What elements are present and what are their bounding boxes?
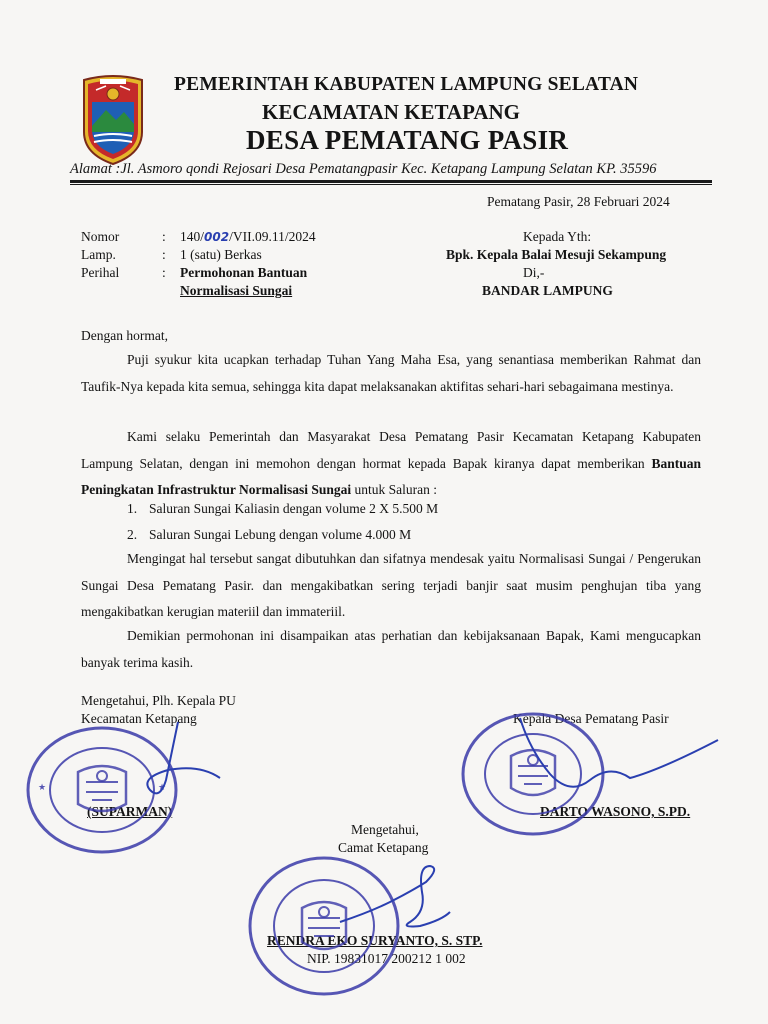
- paragraph-3: Mengingat hal tersebut sangat dibutuhkan dan sifatnya mendesak yaitu Normalisasi Sungai / Pengerukan Sungai Desa Pematang Pasir. dan mengakibatkan sering terjadi banjir saat musim penghujan tiba yang mengakibatkan kerugian materiil dan immateriil.: [81, 551, 701, 619]
- center-signature-scribble: [330, 862, 460, 942]
- list-item-1-num: 1.: [127, 501, 138, 516]
- right-signature-scribble: [500, 700, 730, 810]
- address-line: Alamat :Jl. Asmoro qondi Rejosari Desa Pematangpasir Kec. Ketapang Lampung Selatan KP. 35596: [70, 161, 657, 177]
- list-item-2-text: Saluran Sungai Lebung dengan volume 4.000 M: [149, 527, 412, 542]
- header-rule-thick: [70, 180, 712, 183]
- paragraph-1: Puji syukur kita ucapkan terhadap Tuhan Yang Maha Esa, yang senantiasa memberikan Rahmat dan Taufik-Nya kepada kita semua, sehingga kita dapat melaksanakan aktifitas sehari-hari sebagaimana mestinya.: [81, 352, 701, 394]
- paragraph-2: Kami selaku Pemerintah dan Masyarakat Desa Pematang Pasir Kecamatan Ketapang Kabupaten Lampung Selatan, dengan ini memohon dengan hormat kepada Bapak kiranya dapat memberikan Bantuan Peningkatan Infrastruktur Normalisasi Sungai untuk Saluran :: [81, 429, 701, 497]
- center-sign-title-2: Camat Ketapang: [338, 840, 429, 855]
- nomor-colon: :: [162, 229, 166, 244]
- header-rule-thin: [70, 184, 712, 185]
- svg-text:★: ★: [38, 783, 47, 793]
- center-sign-nip: NIP. 19831017 200212 1 002: [307, 951, 466, 966]
- perihal-colon: :: [162, 265, 166, 280]
- right-sign-name: DARTO WASONO, S.PD.: [540, 804, 691, 819]
- header-line-3: DESA PEMATANG PASIR: [246, 125, 569, 155]
- header-line-2: KECAMATAN KETAPANG: [262, 100, 521, 124]
- list-item-2-num: 2.: [127, 527, 138, 542]
- nomor-handwritten: 002: [204, 230, 230, 244]
- recipient-di: Di,-: [523, 265, 545, 280]
- list-item-1-text: Saluran Sungai Kaliasin dengan volume 2 X 5.500 M: [149, 501, 439, 516]
- paragraph-4: Demikian permohonan ini disampaikan atas perhatian dan kebijaksanaan Bapak, Kami mengucapkan banyak terima kasih.: [81, 628, 701, 670]
- center-sign-title-1: Mengetahui,: [351, 822, 419, 837]
- perihal-line-2: Normalisasi Sungai: [180, 283, 293, 298]
- perihal-label: Perihal: [81, 265, 120, 280]
- svg-text:★: ★: [158, 783, 167, 793]
- nomor-label: Nomor: [81, 229, 120, 244]
- left-sign-title-1: Mengetahui, Plh. Kepala PU: [81, 693, 236, 708]
- center-sign-name: RENDRA EKO SURYANTO, S. STP.: [267, 933, 483, 948]
- left-signature-scribble: [110, 720, 230, 820]
- lamp-value: 1 (satu) Berkas: [180, 247, 262, 262]
- header-line-1: PEMERINTAH KABUPATEN LAMPUNG SELATAN: [174, 74, 639, 95]
- recipient-city: BANDAR LAMPUNG: [482, 283, 613, 298]
- paragraph-2-bold: Bantuan Peningkatan Infrastruktur Normalisasi Sungai: [81, 455, 701, 497]
- perihal-line-1: Permohonan Bantuan: [180, 265, 308, 280]
- recipient-kepada: Kepada Yth:: [523, 229, 592, 244]
- left-sign-name: (SUPARMAN): [87, 804, 173, 819]
- left-sign-title-2: Kecamatan Ketapang: [81, 711, 197, 726]
- salutation: Dengan hormat,: [81, 328, 168, 343]
- nomor-value: 140/002/VII.09.11/2024: [180, 229, 316, 244]
- right-sign-title: Kepala Desa Pematang Pasir: [513, 711, 669, 726]
- letter-date: Pematang Pasir, 28 Februari 2024: [487, 194, 670, 209]
- recipient-name: Bpk. Kepala Balai Mesuji Sekampung: [446, 247, 667, 262]
- lamp-colon: :: [162, 247, 166, 262]
- lamp-label: Lamp.: [81, 247, 116, 262]
- kabupaten-logo: [76, 74, 150, 166]
